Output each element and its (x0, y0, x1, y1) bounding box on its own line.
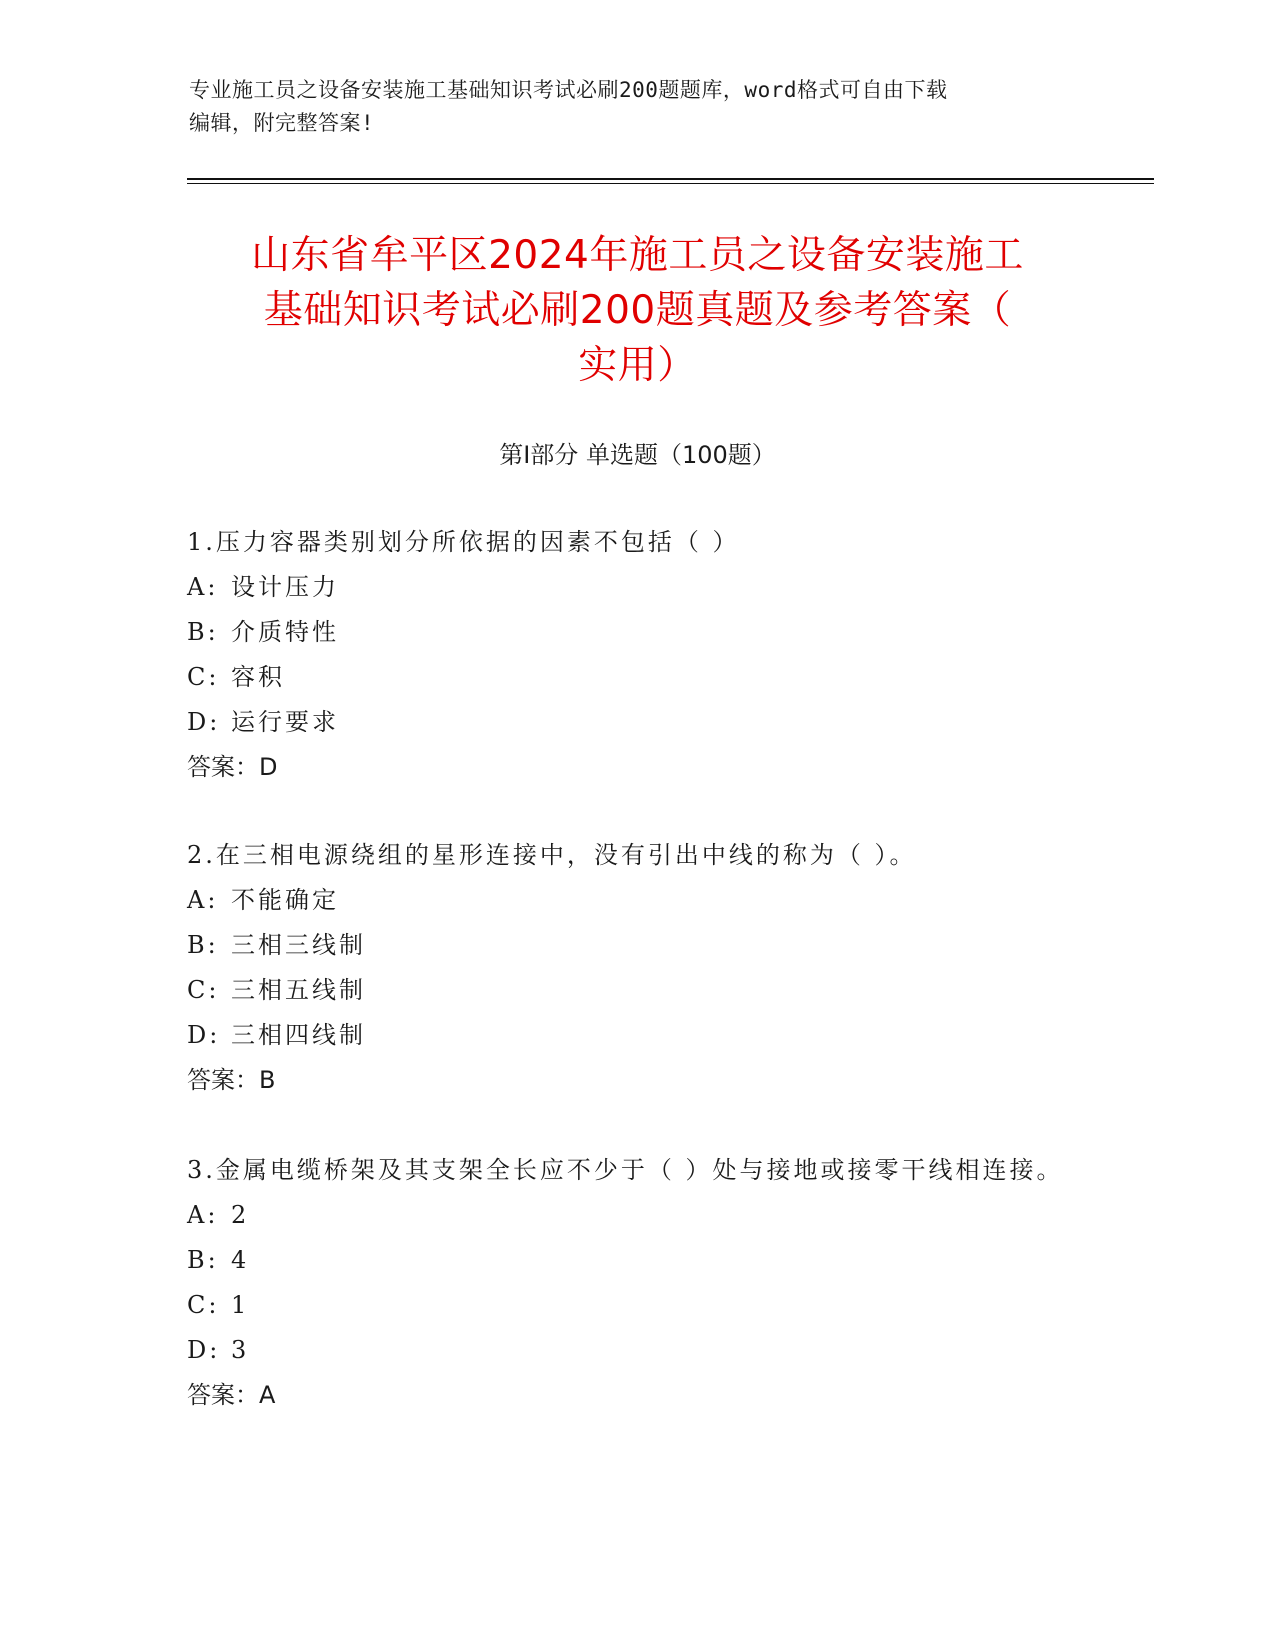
option-text: 1 (231, 1291, 250, 1319)
option-b (187, 610, 1087, 655)
question-stem: 2.在三相电源绕组的星形连接中，没有引出中线的称为（ ）。 (187, 841, 917, 869)
option-letter: A: (187, 886, 219, 914)
option-text: 三相四线制 (231, 1021, 366, 1049)
option-text: 三相三线制 (231, 931, 366, 959)
title-line-3: 实用） (578, 343, 697, 388)
option-c (187, 1283, 1087, 1328)
option-c (187, 655, 1087, 700)
answer: 答案：D (187, 753, 278, 781)
option-letter: A: (187, 573, 219, 601)
option-a (187, 878, 1087, 923)
option-c (187, 968, 1087, 1013)
option-text: 设计压力 (231, 573, 339, 601)
option-letter: C: (187, 976, 220, 1004)
option-letter: C: (187, 663, 220, 691)
header-note (189, 74, 1089, 140)
option-letter: C: (187, 1291, 220, 1319)
option-b (187, 1238, 1087, 1283)
question-stem: 3.金属电缆桥架及其支架全长应不少于（ ）处与接地或接零干线相连接。 (187, 1156, 1064, 1184)
option-text: 容积 (231, 663, 285, 691)
option-text: 不能确定 (231, 886, 339, 914)
header-note-line-1: 专业施工员之设备安装施工基础知识考试必刷200题题库，word格式可自由下载 (189, 78, 948, 102)
option-letter: B: (187, 618, 219, 646)
header-divider (187, 178, 1154, 180)
option-letter: B: (187, 931, 219, 959)
question-1 (187, 520, 1087, 790)
option-a (187, 1193, 1087, 1238)
question-stem: 1.压力容器类别划分所依据的因素不包括（ ） (187, 528, 740, 556)
question-2 (187, 833, 1087, 1103)
option-letter: B: (187, 1246, 219, 1274)
option-b (187, 923, 1087, 968)
option-text: 三相五线制 (231, 976, 366, 1004)
option-text: 3 (231, 1336, 250, 1364)
answer: 答案：B (187, 1066, 276, 1094)
answer: 答案：A (187, 1381, 276, 1409)
option-d (187, 700, 1087, 745)
question-3 (187, 1148, 1087, 1418)
option-letter: A: (187, 1201, 219, 1229)
option-letter: D: (187, 708, 221, 736)
option-text: 2 (231, 1201, 250, 1229)
option-text: 运行要求 (231, 708, 339, 736)
header-divider-thin (187, 183, 1154, 184)
option-letter: D: (187, 1021, 221, 1049)
option-d (187, 1013, 1087, 1058)
option-text: 4 (231, 1246, 250, 1274)
option-text: 介质特性 (231, 618, 339, 646)
option-letter: D: (187, 1336, 221, 1364)
header-note-line-2: 编辑，附完整答案! (189, 111, 375, 135)
title-line-2: 基础知识考试必刷200题真题及参考答案（ (263, 288, 1012, 333)
option-a (187, 565, 1087, 610)
title-line-1: 山东省牟平区2024年施工员之设备安装施工 (251, 233, 1024, 278)
document-title (150, 228, 1125, 393)
section-heading: 第Ⅰ部分 单选题（100题） (499, 441, 776, 469)
option-d (187, 1328, 1087, 1373)
